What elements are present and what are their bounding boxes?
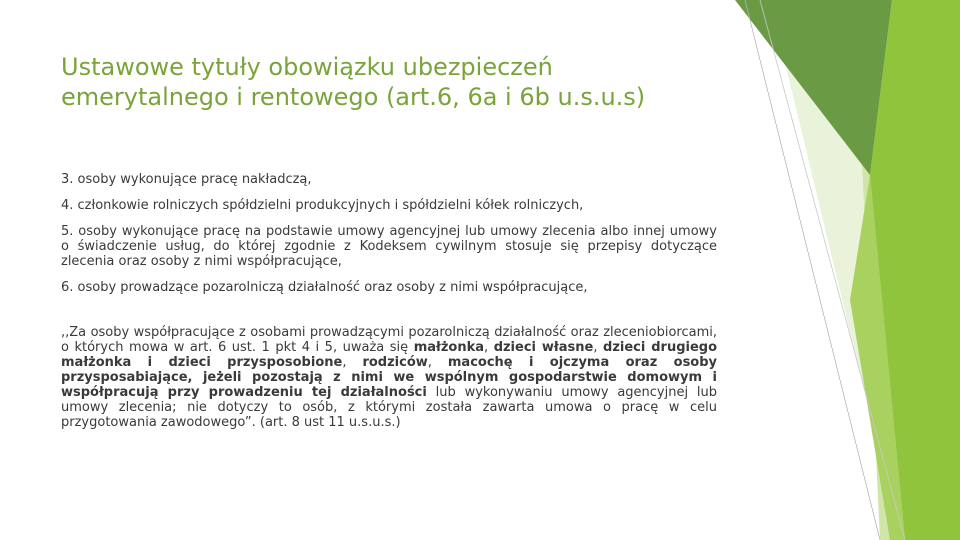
quote-text-6: lub wykonywaniu umowy agencyjnej lub umowy zlecenia; nie dotyczy to osób, z którymi została zawarta umowa o pracę w celu przygotowania zawodowego”. (art. 8 ust 11 u.s.u.s.) — [61, 385, 717, 430]
quote-text-3: , — [593, 340, 604, 355]
quote-bold-1: małżonka — [413, 340, 485, 355]
quote-bold-3: dzieci drugiego małżonka i dzieci przysposobione — [61, 340, 718, 370]
title-line-1: Ustawowe tytuły obowiązku ubezpieczeń — [61, 53, 553, 81]
quote-bold-5: macochę i ojczyma oraz osoby przysposabiające, jeżeli pozostają z nimi we wspólnym gospodarstwie domowym i współpracują przy prowadzeniu tej działalności — [61, 355, 718, 400]
quote-text-4: , — [342, 355, 363, 370]
quote-text-1: ,,Za osoby współpracujące z osobami prowadzącymi pozarolniczą działalność oraz zleceniobiorcami, o których mowa w art. 6 ust. 1 pkt 4 i 5, uważa się — [61, 325, 717, 355]
quote-text-2: , — [484, 340, 494, 355]
list-item-6: 6. osoby prowadzące pozarolniczą działalność oraz osoby z nimi współpracujące, — [61, 280, 588, 295]
legal-quote — [61, 325, 717, 430]
list-item-3: 3. osoby wykonujące pracę nakładczą, — [61, 172, 312, 187]
title-line-2: emerytalnego i rentowego (art.6, 6a i 6b u.s.u.s) — [61, 83, 646, 111]
slide-body — [61, 172, 717, 441]
quote-bold-2: dzieci własne — [493, 340, 594, 355]
slide-title — [61, 52, 721, 112]
list-item-5: 5. osoby wykonujące pracę na podstawie umowy agencyjnej lub umowy zlecenia albo innej umowy o świadczenie usług, do której zgodnie z Kodeksem cywilnym stosuje się przepisy dotyczące zlecenia oraz osoby z nimi współpracujące, — [61, 224, 717, 269]
quote-bold-4: rodziców — [362, 355, 428, 370]
list-item-4: 4. członkowie rolniczych spółdzielni produkcyjnych i spółdzielni kółek rolniczych, — [61, 198, 584, 213]
quote-text-5: , — [427, 355, 448, 370]
